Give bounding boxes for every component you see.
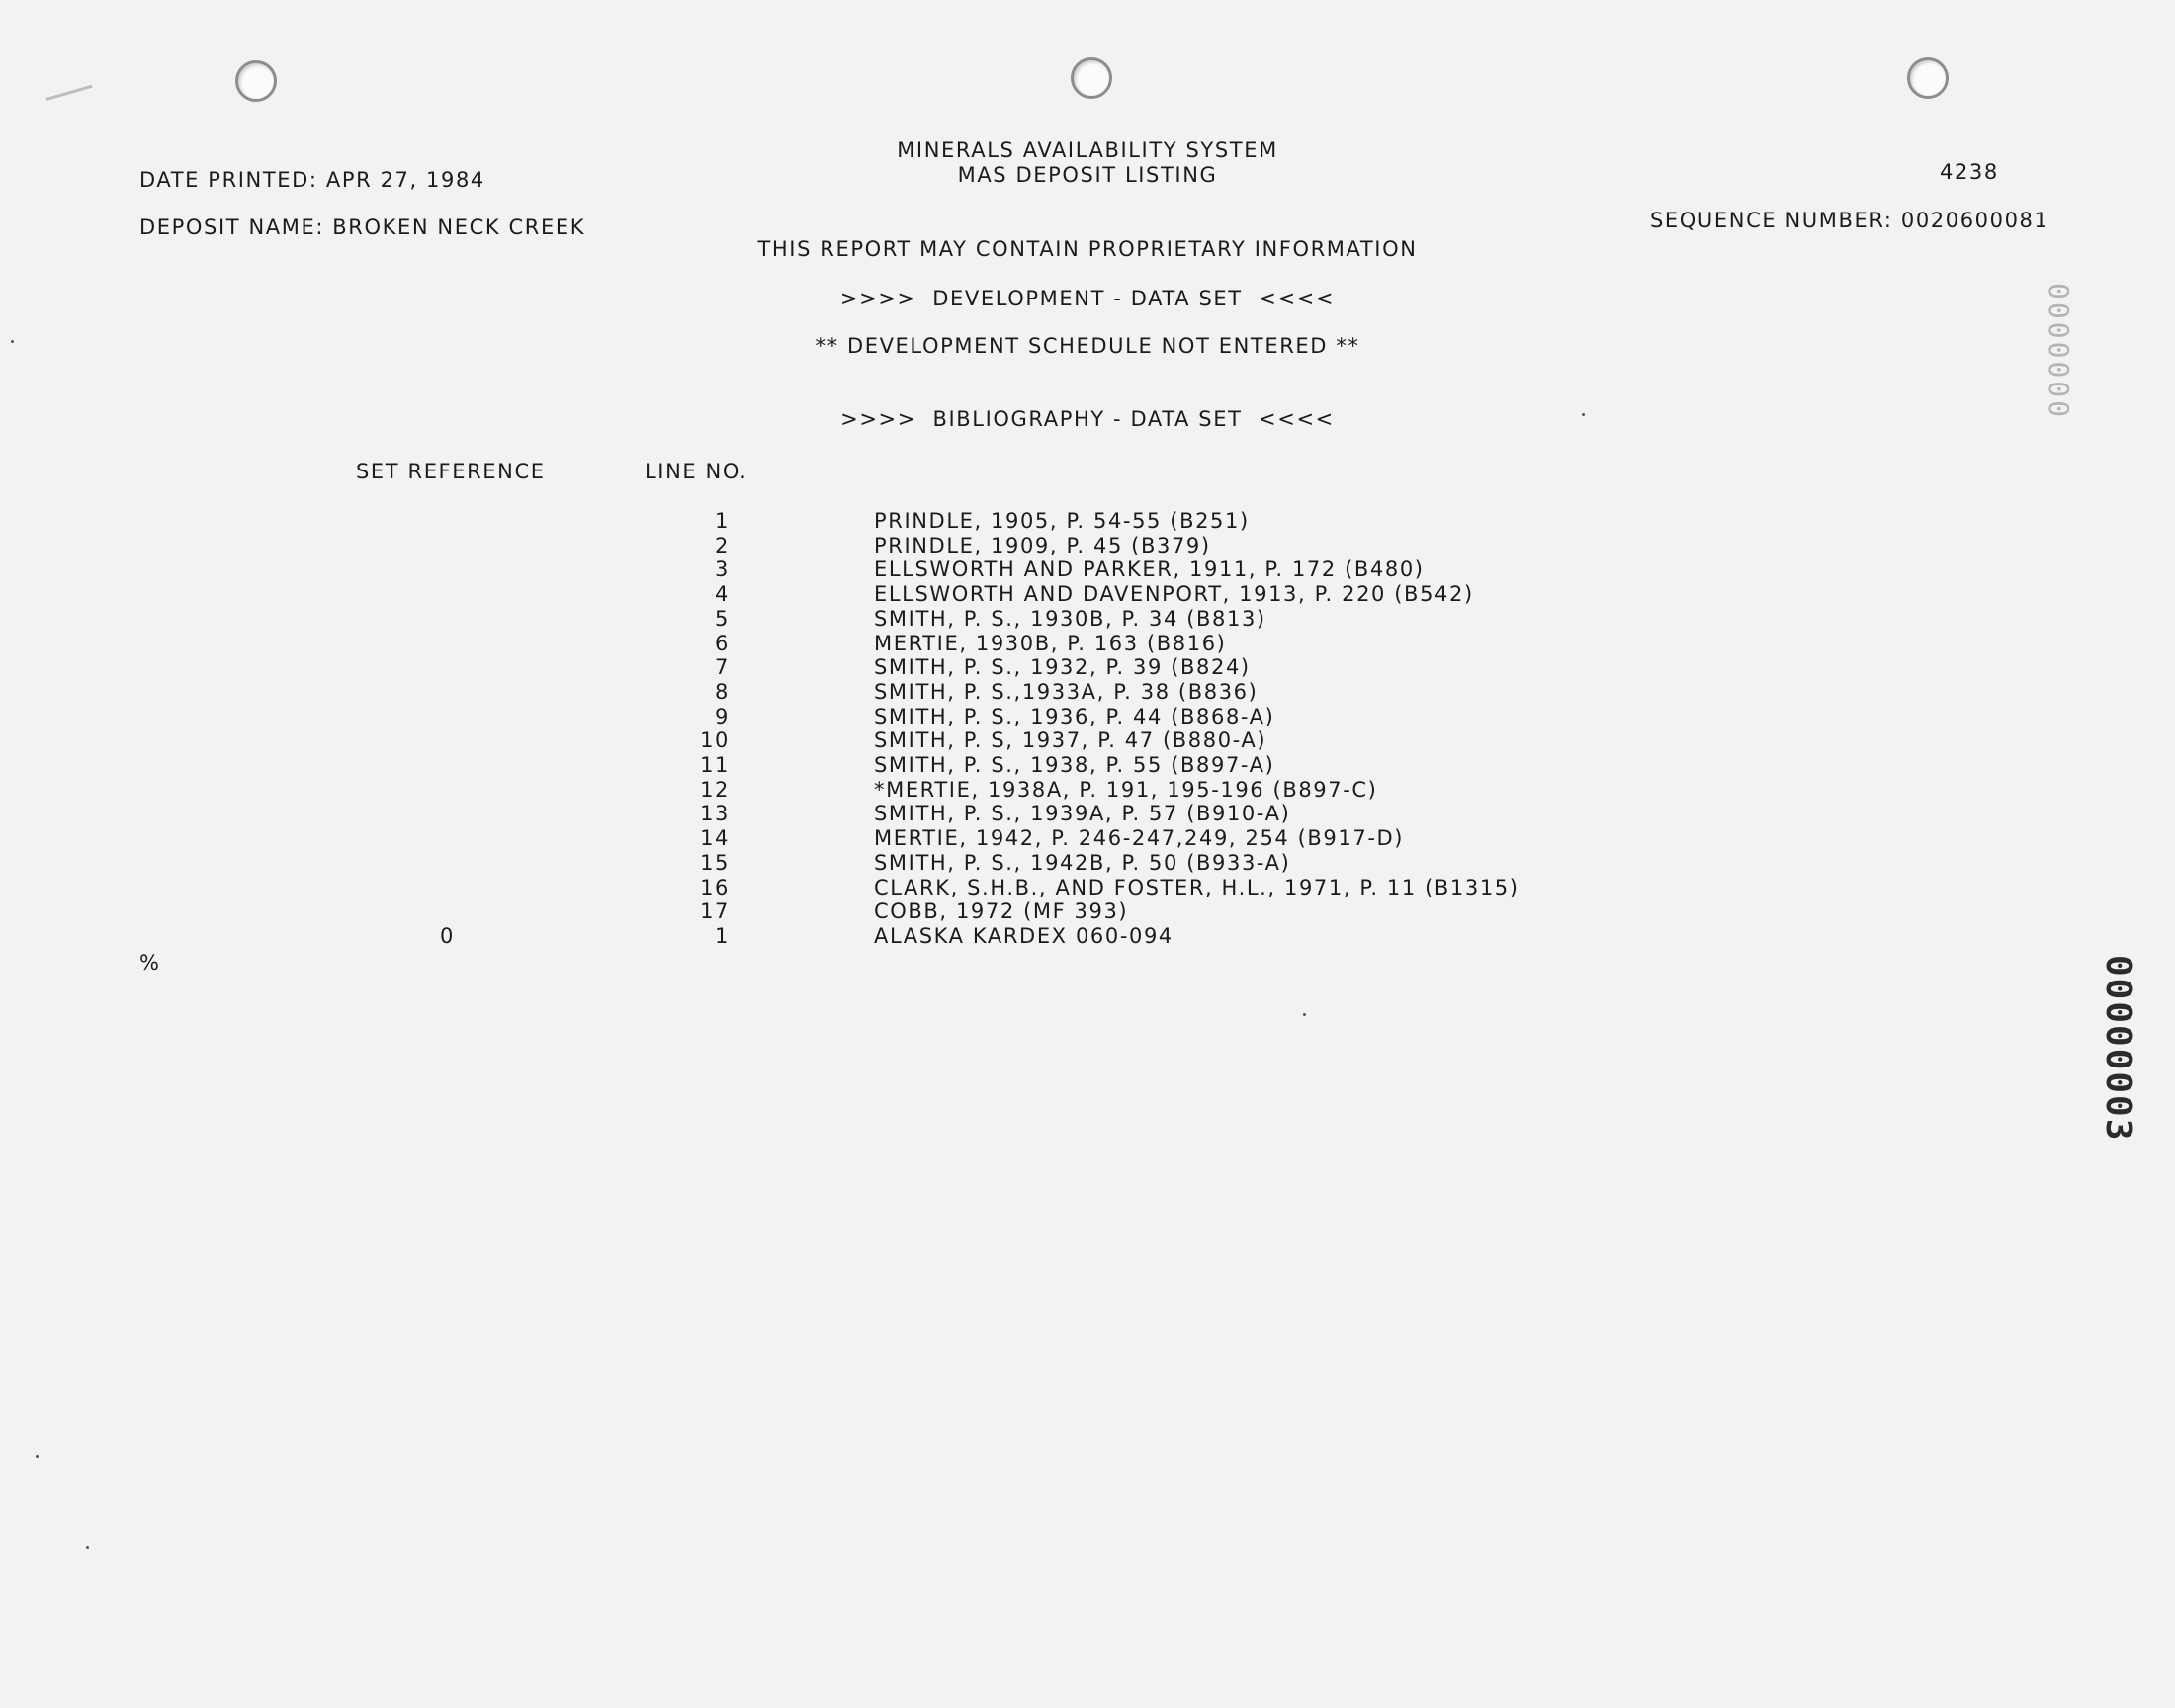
line-number-cell: 3 (715, 557, 730, 582)
line-number-cell: 4 (715, 582, 730, 607)
line-number-cell: 5 (715, 606, 730, 631)
punch-hole-right (1907, 57, 1949, 99)
system-title: MINERALS AVAILABILITY SYSTEM (897, 138, 1278, 162)
reference-cell: SMITH, P. S., 1938, P. 55 (B897-A) (874, 753, 1275, 777)
scan-speck (86, 1546, 89, 1549)
bibliography-row (0, 680, 2175, 705)
reference-cell: PRINDLE, 1905, P. 54-55 (B251) (874, 509, 1250, 533)
reference-cell: SMITH, P. S.,1933A, P. 38 (B836) (874, 679, 1259, 704)
column-header-line-no: LINE NO. (645, 460, 748, 483)
line-number-cell: 15 (700, 850, 730, 875)
bibliography-row (0, 802, 2175, 826)
line-number-cell: 2 (715, 533, 730, 557)
line-number-cell: 6 (715, 631, 730, 655)
reference-cell: COBB, 1972 (MF 393) (874, 899, 1129, 924)
bibliography-row (0, 876, 2175, 900)
line-number-cell: 11 (700, 753, 730, 777)
reference-cell: *MERTIE, 1938A, P. 191, 195-196 (B897-C) (874, 777, 1378, 802)
deposit-name: DEPOSIT NAME: BROKEN NECK CREEK (139, 215, 586, 239)
line-number-cell: 16 (700, 875, 730, 899)
sequence-number: SEQUENCE NUMBER: 0020600081 (1650, 209, 2049, 232)
bibliography-row (0, 632, 2175, 656)
line-number-cell: 12 (700, 777, 730, 802)
reference-cell: PRINDLE, 1909, P. 45 (B379) (874, 533, 1211, 557)
punch-hole-left (235, 60, 277, 102)
bibliography-row (0, 851, 2175, 876)
line-number-cell: 7 (715, 655, 730, 680)
reference-cell: MERTIE, 1942, P. 246-247,249, 254 (B917-D) (874, 826, 1405, 851)
reference-cell: ELLSWORTH AND DAVENPORT, 1913, P. 220 (B542) (874, 582, 1474, 607)
line-number-cell: 1 (715, 923, 730, 948)
punch-hole-center (1071, 57, 1112, 99)
development-note: ** DEVELOPMENT SCHEDULE NOT ENTERED ** (815, 334, 1360, 358)
proprietary-notice: THIS REPORT MAY CONTAIN PROPRIETARY INFORMATION (757, 237, 1418, 261)
development-heading: >>>> DEVELOPMENT - DATA SET <<<< (839, 287, 1336, 310)
listing-title: MAS DEPOSIT LISTING (957, 163, 1218, 187)
bibliography-row (0, 557, 2175, 582)
scan-speck (11, 340, 14, 343)
reference-cell: ELLSWORTH AND PARKER, 1911, P. 172 (B480) (874, 557, 1425, 582)
line-number-cell: 9 (715, 704, 730, 728)
reference-cell: SMITH, P. S., 1939A, P. 57 (B910-A) (874, 802, 1291, 826)
page-number: 4238 (1940, 160, 1999, 184)
bibliography-row (0, 778, 2175, 803)
bibliography-row (0, 582, 2175, 607)
bibliography-row (0, 899, 2175, 924)
reference-cell: SMITH, P. S., 1932, P. 39 (B824) (874, 655, 1251, 680)
reference-cell: SMITH, P. S., 1942B, P. 50 (B933-A) (874, 850, 1291, 875)
bibliography-row (0, 655, 2175, 680)
line-number-cell: 8 (715, 679, 730, 704)
reference-cell: SMITH, P. S., 1936, P. 44 (B868-A) (874, 704, 1275, 728)
line-number-cell: 10 (700, 728, 730, 753)
bibliography-row (0, 826, 2175, 851)
scan-smudge (46, 85, 97, 115)
frame-number-stamp: 00000003 (2098, 955, 2138, 1143)
bibliography-row (0, 607, 2175, 632)
bibliography-row (0, 705, 2175, 729)
line-number-cell: 13 (700, 802, 730, 826)
set-reference-cell: 0 (440, 923, 455, 948)
line-number-cell: 14 (700, 826, 730, 851)
reference-cell: SMITH, P. S., 1930B, P. 34 (B813) (874, 606, 1266, 631)
end-of-listing-mark: % (139, 951, 161, 975)
reference-cell: SMITH, P. S, 1937, P. 47 (B880-A) (874, 728, 1267, 753)
reference-cell: MERTIE, 1930B, P. 163 (B816) (874, 631, 1227, 655)
reference-cell: CLARK, S.H.B., AND FOSTER, H.L., 1971, P. 11 (B1315) (874, 875, 1520, 899)
bibliography-row (0, 728, 2175, 753)
scan-speck (36, 1455, 39, 1458)
date-printed: DATE PRINTED: APR 27, 1984 (139, 168, 485, 192)
bibliography-row (0, 509, 2175, 534)
line-number-cell: 17 (700, 899, 730, 924)
bibliography-row (0, 753, 2175, 778)
reference-cell: ALASKA KARDEX 060-094 (874, 923, 1174, 948)
faint-frame-stamp: 0000000 (2043, 283, 2075, 421)
bibliography-row (0, 534, 2175, 558)
line-number-cell: 1 (715, 509, 730, 533)
bibliography-row (0, 924, 2175, 949)
scan-speck (1303, 1013, 1306, 1016)
scan-speck (1582, 413, 1585, 416)
column-header-set-reference: SET REFERENCE (356, 460, 546, 483)
bibliography-heading: >>>> BIBLIOGRAPHY - DATA SET <<<< (840, 407, 1335, 431)
